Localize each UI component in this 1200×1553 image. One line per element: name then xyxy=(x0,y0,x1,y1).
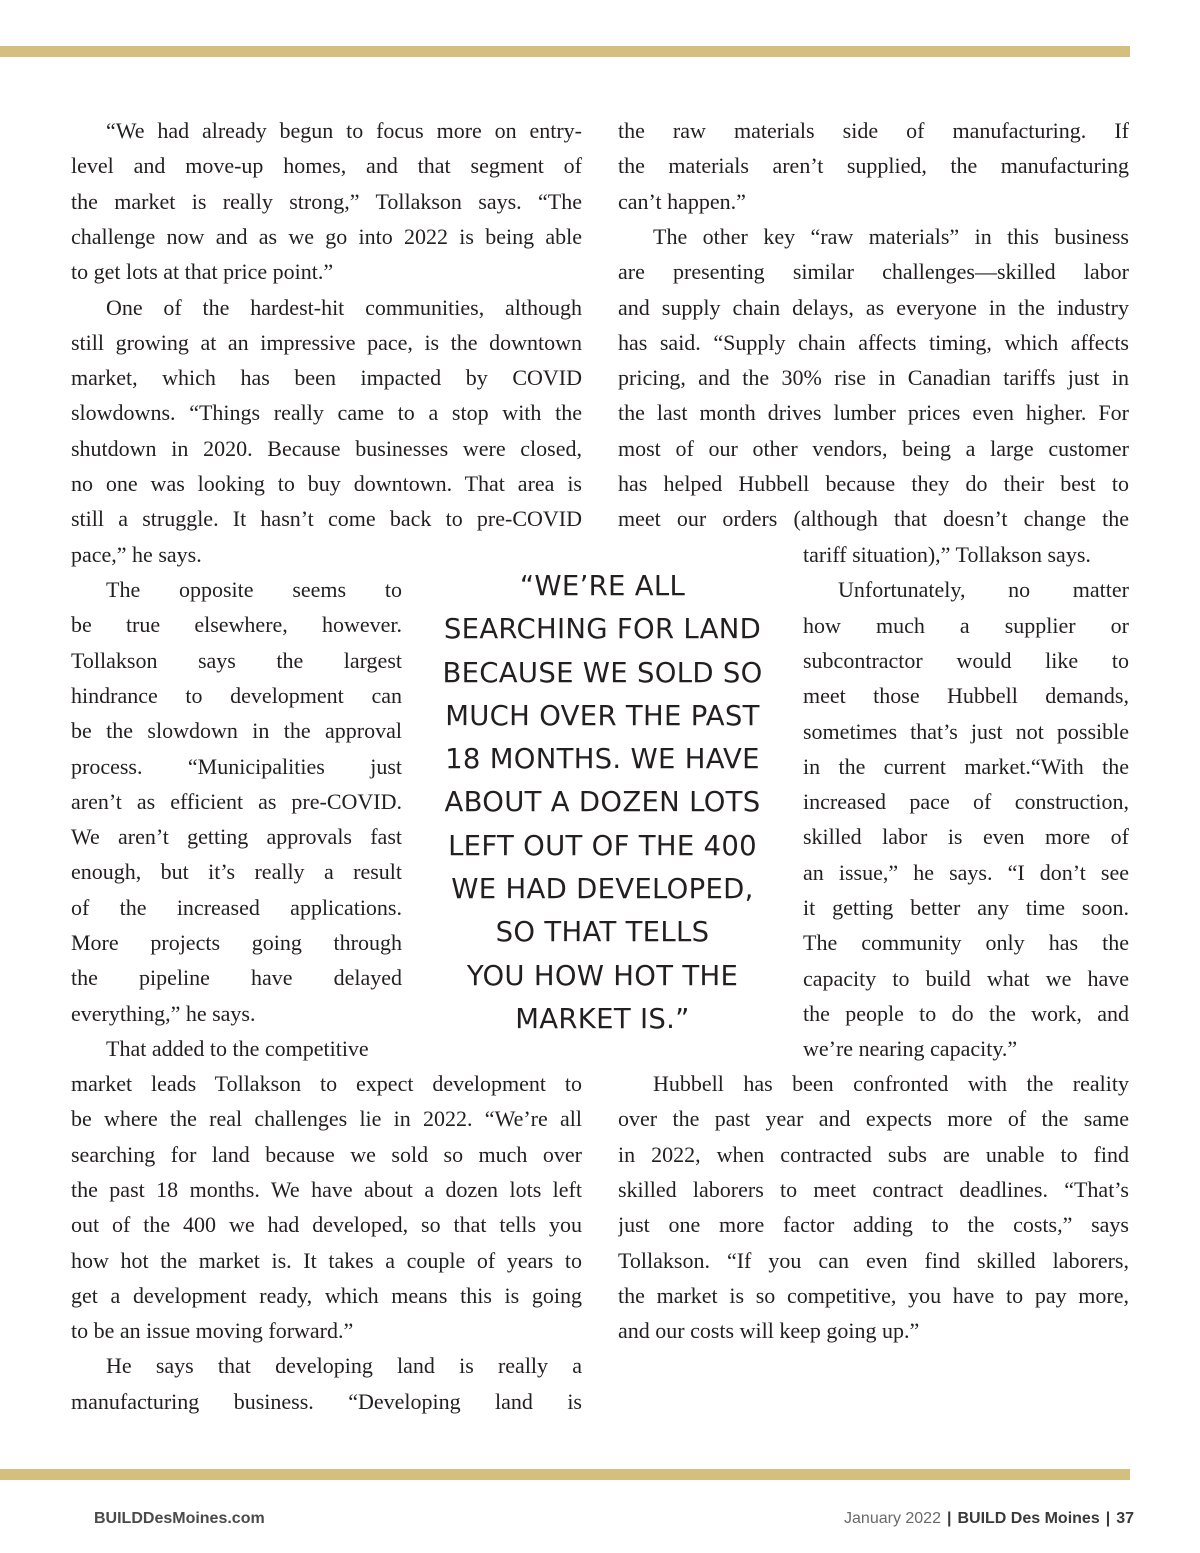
footer-separator: | xyxy=(1105,1510,1111,1527)
text-line: the materials aren’t supplied, the manufacturing xyxy=(618,153,1129,179)
text-line: everything,” he says. xyxy=(71,1000,256,1026)
text-line: how hot the market is. It takes a couple of years to xyxy=(71,1247,582,1273)
pull-quote-line: WE HAD DEVELOPED, xyxy=(451,873,754,906)
text-line: the people to do the work, and xyxy=(803,1000,1129,1026)
text-line: That added to the competitive xyxy=(106,1035,369,1061)
text-line: be where the real challenges lie in 2022. “We’re all xyxy=(71,1106,582,1132)
text-line: More projects going through xyxy=(71,930,402,955)
text-line: and supply chain delays, as everyone in the industry xyxy=(618,294,1129,320)
text-line: Hubbell has been confronted with the reality xyxy=(653,1071,1129,1096)
text-line: increased pace of construction, xyxy=(803,789,1129,815)
text-line: in the current market.“With the xyxy=(803,753,1129,779)
text-line: The other key “raw materials” in this business xyxy=(653,223,1129,249)
footer-folio xyxy=(844,1508,1134,1530)
pull-quote-line: SEARCHING FOR LAND xyxy=(443,613,762,646)
text-line: get a development ready, which means this is going xyxy=(71,1282,582,1308)
text-line: the pipeline have delayed xyxy=(71,965,402,991)
text-line: Unfortunately, no matter xyxy=(838,577,1129,603)
text-line: slowdowns. “Things really came to a stop with the xyxy=(71,400,582,426)
text-line: skilled labor is even more of xyxy=(803,824,1129,850)
text-line: over the past year and expects more of the same xyxy=(618,1106,1129,1132)
text-line: most of our other vendors, being a large customer xyxy=(618,435,1129,461)
text-line: pricing, and the 30% rise in Canadian tariffs just in xyxy=(618,365,1129,391)
text-line: the past 18 months. We have about a dozen lots left xyxy=(71,1176,582,1202)
text-line: The opposite seems to xyxy=(106,577,402,602)
text-line: are presenting similar challenges—skilled labor xyxy=(618,259,1129,285)
pull-quote-line: SO THAT TELLS xyxy=(495,916,710,949)
text-line: the raw materials side of manufacturing. If xyxy=(618,118,1129,143)
text-line: be the slowdown in the approval xyxy=(71,718,402,744)
pull-quote-line: “WE’RE ALL xyxy=(519,570,686,602)
top-gold-rule xyxy=(0,46,1130,57)
text-line: no one was looking to buy downtown. That area is xyxy=(71,471,582,496)
text-line: He says that developing land is really a xyxy=(106,1353,582,1379)
text-line: The community only has the xyxy=(803,930,1129,956)
text-line: enough, but it’s really a result xyxy=(71,859,402,885)
footer-website: BUILDDesMoines.com xyxy=(94,1510,265,1527)
text-line: how much a supplier or xyxy=(803,612,1129,638)
text-line: tariff situation),” Tollakson says. xyxy=(803,542,1091,567)
text-line: process. “Municipalities just xyxy=(71,753,402,779)
text-line: still growing at an impressive pace, is the downtown xyxy=(71,329,582,355)
text-line: has said. “Supply chain affects timing, which affects xyxy=(618,329,1129,355)
pull-quote-line: 18 MONTHS. WE HAVE xyxy=(445,743,760,776)
footer-separator: | xyxy=(946,1510,952,1527)
text-line: the last month drives lumber prices even higher. For xyxy=(618,400,1129,426)
text-line: capacity to build what we have xyxy=(803,965,1129,991)
text-line: in 2022, when contracted subs are unable to find xyxy=(618,1141,1129,1167)
text-line: an issue,” he says. “I don’t see xyxy=(803,859,1129,885)
text-line: pace,” he says. xyxy=(71,541,202,567)
text-line: out of the 400 we had developed, so that tells you xyxy=(71,1212,582,1238)
text-line: “We had already begun to focus more on entry- xyxy=(106,118,582,143)
page-number: 37 xyxy=(1116,1510,1134,1527)
text-line: challenge now and as we go into 2022 is being able xyxy=(71,223,582,249)
text-line: of the increased applications. xyxy=(71,894,402,920)
text-line: Tollakson. “If you can even find skilled laborers, xyxy=(618,1247,1129,1273)
text-line: to get lots at that price point.” xyxy=(71,259,334,285)
text-line: has helped Hubbell because they do their best to xyxy=(618,471,1129,496)
pull-quote xyxy=(430,565,775,1041)
text-line: aren’t as efficient as pre-COVID. xyxy=(71,788,402,814)
text-line: we’re nearing capacity.” xyxy=(803,1036,1018,1062)
footer-publication: BUILD Des Moines xyxy=(957,1510,1100,1527)
text-line: skilled laborers to meet contract deadlines. “That’s xyxy=(618,1176,1129,1202)
text-line: the market is really strong,” Tollakson says. “The xyxy=(71,188,582,214)
footer-date: January 2022 xyxy=(844,1510,941,1527)
text-line: market, which has been impacted by COVID xyxy=(71,365,582,391)
text-line: meet our orders (although that doesn’t change the xyxy=(618,506,1129,532)
pull-quote-line: MUCH OVER THE PAST xyxy=(445,699,760,732)
text-line: sometimes that’s just not possible xyxy=(803,718,1129,744)
text-line: can’t happen.” xyxy=(618,188,746,214)
text-line: meet those Hubbell demands, xyxy=(803,683,1129,709)
text-line: subcontractor would like to xyxy=(803,647,1129,673)
pull-quote-line: BECAUSE WE SOLD SO xyxy=(442,656,763,689)
text-line: manufacturing business. “Developing land is xyxy=(71,1388,582,1414)
text-line: We aren’t getting approvals fast xyxy=(71,824,402,850)
text-line: level and move-up homes, and that segment of xyxy=(71,153,582,179)
text-line: market leads Tollakson to expect development to xyxy=(71,1071,582,1096)
text-line: it getting better any time soon. xyxy=(803,895,1129,920)
pull-quote-line: ABOUT A DOZEN LOTS xyxy=(444,786,761,819)
text-line: still a struggle. It hasn’t come back to pre-COVID xyxy=(71,506,582,532)
text-line: just one more factor adding to the costs,” says xyxy=(618,1212,1129,1238)
text-line: to be an issue moving forward.” xyxy=(71,1318,354,1344)
text-line: One of the hardest-hit communities, although xyxy=(106,294,582,320)
text-line: Tollakson says the largest xyxy=(71,647,402,673)
text-line: the market is so competitive, you have to pay more, xyxy=(618,1282,1129,1308)
text-line: searching for land because we sold so much over xyxy=(71,1141,582,1167)
bottom-gold-rule xyxy=(0,1469,1130,1480)
pull-quote-line: YOU HOW HOT THE xyxy=(466,959,739,992)
pull-quote-line: MARKET IS.” xyxy=(515,1002,690,1035)
text-line: and our costs will keep going up.” xyxy=(618,1318,920,1344)
text-line: hindrance to development can xyxy=(71,682,402,708)
pull-quote-line: LEFT OUT OF THE 400 xyxy=(448,829,757,862)
text-line: shutdown in 2020. Because businesses were closed, xyxy=(71,435,582,461)
text-line: be true elsewhere, however. xyxy=(71,612,402,638)
